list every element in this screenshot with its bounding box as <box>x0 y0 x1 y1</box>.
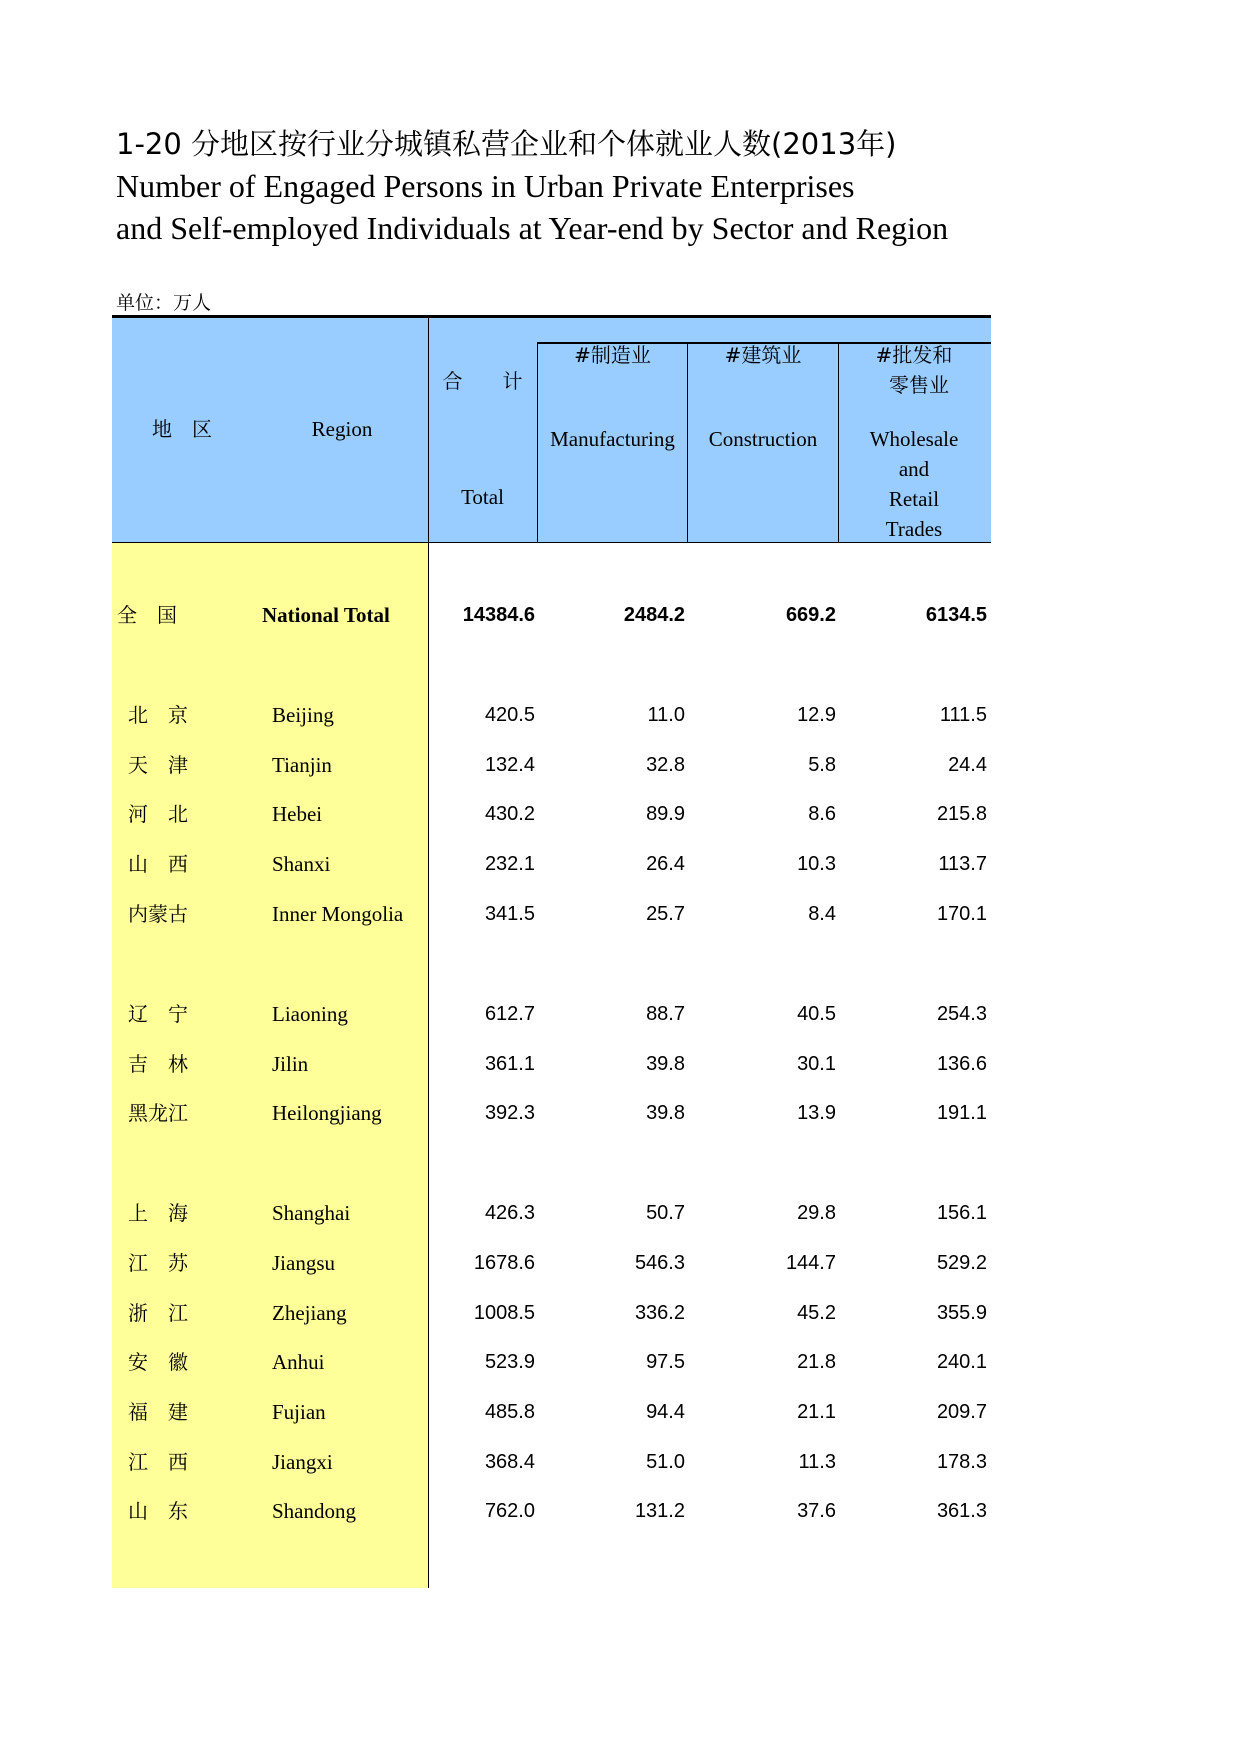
row-total: 1008.5 <box>473 1302 535 1324</box>
table-title-en-line2: and Self-employed Individuals at Year-end by Sector and Region <box>116 210 949 246</box>
header-wholesale-cn-line1: #批发和 <box>875 343 953 367</box>
header-region-cn: 地 区 <box>152 417 212 441</box>
row-manufacturing: 39.8 <box>646 1053 685 1075</box>
row-wholesale: 136.6 <box>936 1053 987 1075</box>
row-total: 14384.6 <box>462 604 535 626</box>
row-wholesale: 113.7 <box>938 853 987 875</box>
row-region-en: Liaoning <box>272 1002 348 1026</box>
header-wholesale-en <box>839 424 989 544</box>
header-region-en: Region <box>311 417 373 441</box>
region-divider <box>428 317 429 1588</box>
row-wholesale: 355.9 <box>936 1302 987 1324</box>
row-region-en: Shanxi <box>272 852 331 876</box>
row-construction: 144.7 <box>785 1252 836 1274</box>
row-construction: 11.3 <box>798 1451 836 1473</box>
header-wholesale-en-line2: and <box>898 457 930 481</box>
row-total: 341.5 <box>484 903 535 925</box>
row-total: 485.8 <box>484 1401 535 1423</box>
row-wholesale: 240.1 <box>936 1351 987 1373</box>
row-construction: 13.9 <box>797 1102 836 1124</box>
row-total: 420.5 <box>484 704 535 726</box>
row-wholesale: 170.1 <box>936 903 987 925</box>
row-construction: 21.8 <box>797 1351 836 1373</box>
row-region-cn: 福 建 <box>128 1400 188 1424</box>
header-total-cn: 合 计 <box>442 369 523 393</box>
row-total: 430.2 <box>484 803 535 825</box>
row-construction: 21.1 <box>797 1401 836 1423</box>
header-manufacturing-cn: #制造业 <box>574 343 651 367</box>
row-construction: 29.8 <box>797 1202 836 1224</box>
row-wholesale: 24.4 <box>948 754 987 776</box>
row-total: 1678.6 <box>473 1252 535 1274</box>
row-region-en: Shanghai <box>272 1201 351 1225</box>
row-region-en: Jiangsu <box>272 1251 335 1275</box>
header-manufacturing-en: Manufacturing <box>550 427 675 451</box>
row-region-en: Anhui <box>272 1350 325 1374</box>
row-region-cn: 河 北 <box>128 802 188 826</box>
row-wholesale: 529.2 <box>936 1252 987 1274</box>
row-wholesale: 254.3 <box>936 1003 987 1025</box>
row-manufacturing: 336.2 <box>634 1302 685 1324</box>
row-wholesale: 191.1 <box>936 1102 987 1124</box>
row-total: 368.4 <box>484 1451 535 1473</box>
row-manufacturing: 25.7 <box>646 903 685 925</box>
row-total: 612.7 <box>484 1003 535 1025</box>
row-wholesale: 156.1 <box>936 1202 987 1224</box>
row-region-cn: 全 国 <box>117 603 177 627</box>
header-construction-cn: #建筑业 <box>724 343 802 367</box>
row-region-en: Jiangxi <box>272 1450 333 1474</box>
row-region-en: Heilongjiang <box>272 1101 382 1125</box>
row-manufacturing: 89.9 <box>646 803 685 825</box>
table-title-en-line1: Number of Engaged Persons in Urban Private Enterprises <box>116 168 855 204</box>
row-wholesale: 178.3 <box>936 1451 987 1473</box>
row-construction: 45.2 <box>797 1302 836 1324</box>
row-region-cn: 山 东 <box>128 1499 188 1523</box>
row-region-cn: 浙 江 <box>128 1301 188 1325</box>
row-region-cn: 山 西 <box>128 852 188 876</box>
header-construction-en: Construction <box>708 427 818 451</box>
row-region-cn: 江 西 <box>128 1450 188 1474</box>
row-region-en: Zhejiang <box>272 1301 347 1325</box>
unit-label: 单位：万人 <box>116 292 212 314</box>
header-wholesale-cn-line2: 零售业 <box>889 373 949 397</box>
row-construction: 10.3 <box>797 853 836 875</box>
row-total: 426.3 <box>484 1202 535 1224</box>
row-wholesale: 361.3 <box>936 1500 987 1522</box>
header-wholesale-cn <box>839 340 989 400</box>
row-manufacturing: 131.2 <box>634 1500 685 1522</box>
row-total: 361.1 <box>484 1053 535 1075</box>
row-region-cn: 吉 林 <box>128 1052 188 1076</box>
row-manufacturing: 51.0 <box>646 1451 685 1473</box>
row-manufacturing: 26.4 <box>646 853 685 875</box>
row-region-en: Jilin <box>272 1052 309 1076</box>
row-manufacturing: 94.4 <box>646 1401 685 1423</box>
row-wholesale: 111.5 <box>939 704 987 726</box>
row-construction: 37.6 <box>797 1500 836 1522</box>
header-wholesale-en-line1: Wholesale <box>869 427 959 451</box>
row-manufacturing: 2484.2 <box>623 604 685 626</box>
row-construction: 12.9 <box>797 704 836 726</box>
row-total: 392.3 <box>484 1102 535 1124</box>
row-region-cn: 内蒙古 <box>128 902 188 926</box>
row-manufacturing: 88.7 <box>646 1003 685 1025</box>
row-region-en: Fujian <box>272 1400 326 1424</box>
table-title-cn: 1-20 分地区按行业分城镇私营企业和个体就业人数(2013年) <box>116 127 897 161</box>
row-region-en: National Total <box>262 603 390 627</box>
row-region-en: Shandong <box>272 1499 356 1523</box>
row-total: 232.1 <box>484 853 535 875</box>
row-manufacturing: 11.0 <box>647 704 685 726</box>
row-construction: 30.1 <box>797 1053 836 1075</box>
header-top-rule <box>112 315 991 318</box>
row-construction: 8.4 <box>808 903 836 925</box>
row-construction: 669.2 <box>785 604 836 626</box>
row-construction: 8.6 <box>808 803 836 825</box>
row-region-en: Inner Mongolia <box>272 902 404 926</box>
row-total: 762.0 <box>484 1500 535 1522</box>
row-region-cn: 安 徽 <box>128 1350 188 1374</box>
header-total-en: Total <box>461 485 504 509</box>
row-region-cn: 辽 宁 <box>128 1002 188 1026</box>
row-region-cn: 天 津 <box>128 753 188 777</box>
row-region-en: Tianjin <box>272 753 332 777</box>
row-construction: 40.5 <box>797 1003 836 1025</box>
header-wholesale-en-line4: Trades <box>885 517 943 541</box>
row-wholesale: 6134.5 <box>925 604 987 626</box>
row-region-cn: 江 苏 <box>128 1251 188 1275</box>
row-manufacturing: 50.7 <box>646 1202 685 1224</box>
row-manufacturing: 39.8 <box>646 1102 685 1124</box>
row-region-en: Beijing <box>272 703 334 727</box>
row-manufacturing: 32.8 <box>646 754 685 776</box>
row-construction: 5.8 <box>808 754 836 776</box>
row-wholesale: 215.8 <box>936 803 987 825</box>
row-total: 523.9 <box>484 1351 535 1373</box>
row-region-en: Hebei <box>272 802 323 826</box>
row-manufacturing: 546.3 <box>634 1252 685 1274</box>
header-wholesale-en-line3: Retail <box>888 487 940 511</box>
row-manufacturing: 97.5 <box>646 1351 685 1373</box>
row-wholesale: 209.7 <box>936 1401 987 1423</box>
row-region-cn: 上 海 <box>128 1201 188 1225</box>
row-region-cn: 黑龙江 <box>128 1101 188 1125</box>
row-region-cn: 北 京 <box>128 703 188 727</box>
row-total: 132.4 <box>484 754 535 776</box>
